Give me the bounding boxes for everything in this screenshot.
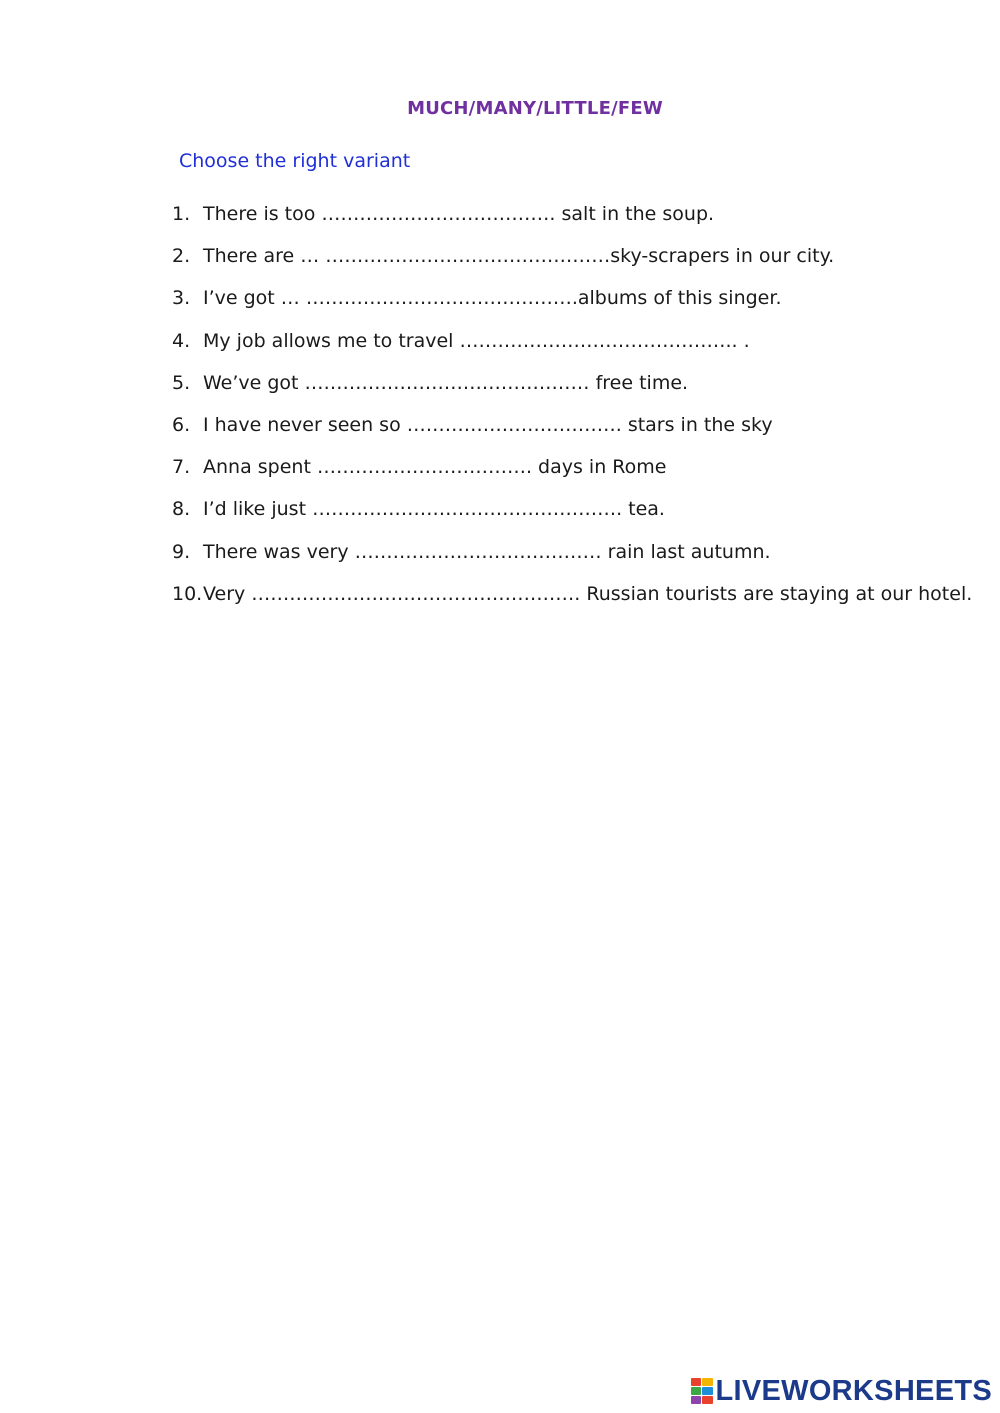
item-sentence: Anna spent ……………………………. days in Rome bbox=[203, 456, 667, 479]
item-sentence: There was very ………………………………… rain last autumn. bbox=[203, 540, 771, 563]
exercise-item-3 bbox=[172, 284, 972, 326]
item-sentence: We’ve got ……………………………………… free time. bbox=[203, 371, 689, 394]
item-sentence: There are … ………………………………………sky-scrapers in our city. bbox=[203, 245, 835, 268]
exercise-item-10 bbox=[172, 580, 972, 622]
exercise-item-6 bbox=[172, 411, 972, 453]
liveworksheets-logo-icon bbox=[691, 1378, 713, 1404]
exercise-item-4 bbox=[172, 327, 972, 369]
item-number: 3. bbox=[172, 287, 191, 310]
item-sentence: Very ……………………………………………. Russian tourists are staying at our hotel. bbox=[203, 582, 973, 605]
exercise-item-5 bbox=[172, 369, 972, 411]
item-number: 4. bbox=[172, 329, 191, 352]
item-sentence: I’d like just …………………………………………. tea. bbox=[203, 498, 665, 521]
item-number: 7. bbox=[172, 456, 191, 479]
exercise-item-2 bbox=[172, 242, 972, 284]
exercise-list bbox=[172, 200, 972, 622]
item-number: 2. bbox=[172, 245, 191, 268]
logo-text: LIVEWORKSHEETS bbox=[715, 1374, 992, 1407]
item-sentence: I’ve got … …………………………………….albums of this singer. bbox=[203, 287, 782, 310]
item-number: 9. bbox=[172, 540, 191, 563]
exercise-item-8 bbox=[172, 495, 972, 537]
item-sentence: There is too ………………………………. salt in the soup. bbox=[203, 203, 715, 225]
item-number: 8. bbox=[172, 498, 191, 521]
item-number: 6. bbox=[172, 413, 191, 436]
exercise-item-1 bbox=[172, 200, 972, 242]
instruction-text: Choose the right variant bbox=[179, 150, 411, 172]
exercise-item-9 bbox=[172, 538, 972, 580]
liveworksheets-logo[interactable] bbox=[691, 1375, 993, 1407]
item-sentence: My job allows me to travel …………………………………….. . bbox=[203, 329, 750, 352]
item-sentence: I have never seen so ……………………………. stars in the sky bbox=[203, 413, 773, 436]
item-number: 5. bbox=[172, 371, 191, 394]
exercise-item-7 bbox=[172, 453, 972, 495]
worksheet-title: MUCH/MANY/LITTLE/FEW bbox=[407, 98, 663, 119]
item-number: 1. bbox=[172, 203, 191, 225]
item-number: 10. bbox=[172, 582, 203, 605]
